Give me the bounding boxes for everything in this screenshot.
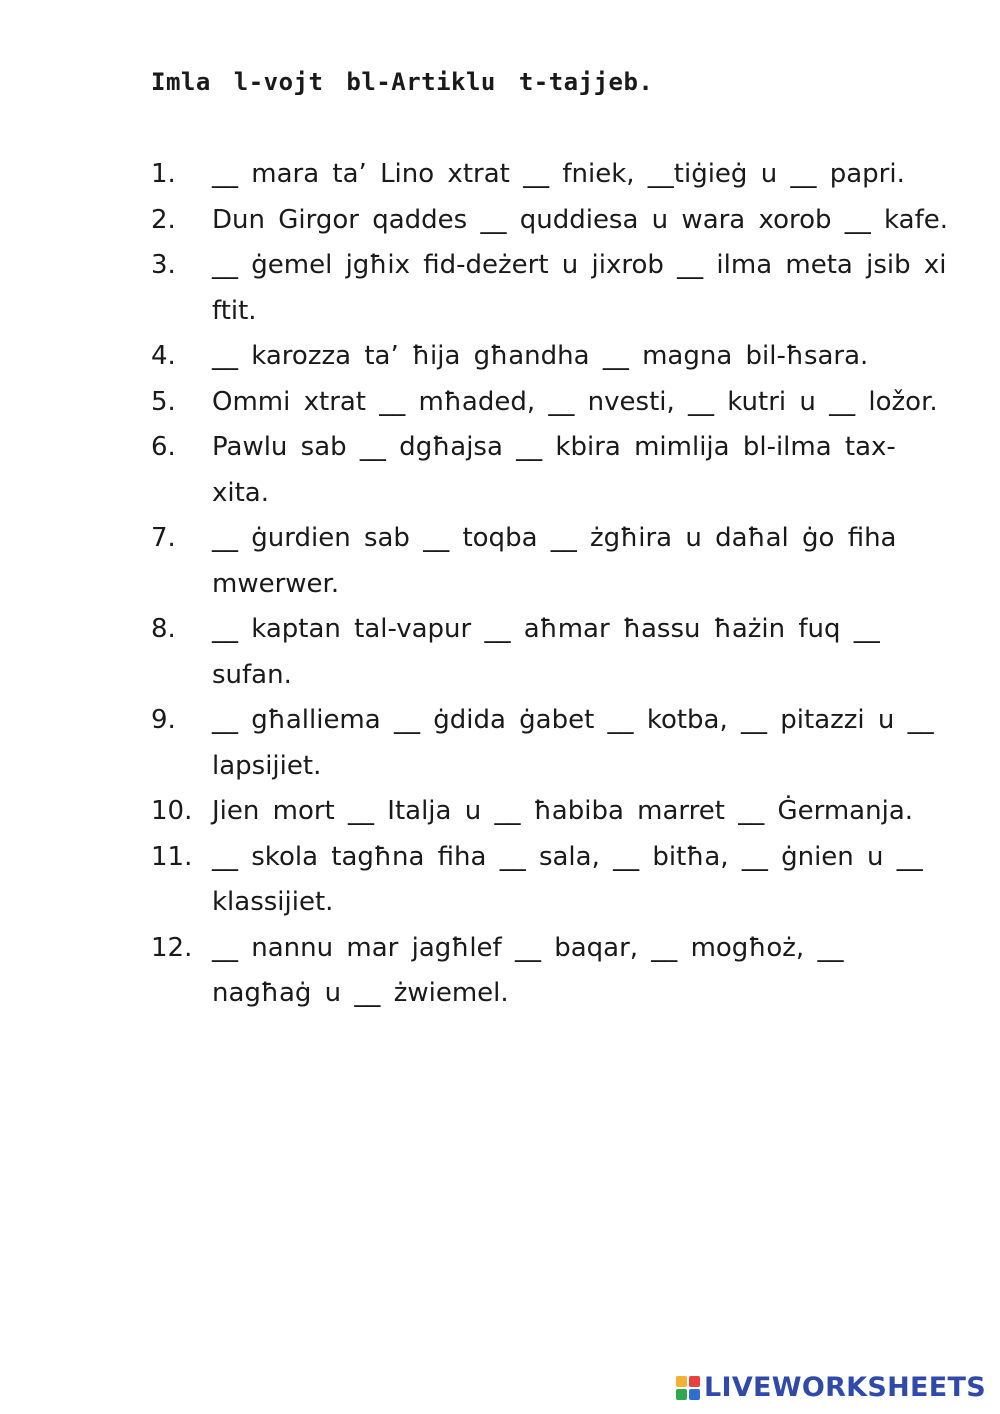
exercise-number: 2. (151, 204, 176, 235)
exercise-item (151, 198, 951, 244)
logo-square-4 (689, 1389, 700, 1400)
exercise-sentence: __ karozza ta’ ħija għandha __ magna bil-ħsara. (212, 341, 869, 371)
exercise-number: 9. (151, 705, 176, 735)
exercise-sentence: __ għalliema __ ġdida ġabet __ kotba, __ pitazzi u __ lapsijiet. (212, 705, 934, 781)
exercise-sentence: Dun Girgor qaddes __ quddiesa u wara xorob __ kafe. (212, 204, 949, 235)
worksheet-title: Imla l-vojt bl-Artiklu t-tajjeb. (151, 68, 654, 96)
exercise-item (151, 425, 951, 516)
exercise-sentence: __ ġemel jgħix fid-deżert u jixrob __ ilma meta jsib xi ftit. (212, 250, 947, 326)
exercise-item (151, 607, 951, 698)
logo-square-1 (676, 1376, 687, 1387)
exercise-item (151, 789, 951, 835)
exercise-item (151, 926, 951, 1017)
exercise-number: 10. (151, 796, 193, 826)
exercise-sentence: Pawlu sab __ dgħajsa __ kbira mimlija bl-ilma tax-xita. (212, 432, 896, 508)
logo-square-3 (676, 1389, 687, 1400)
exercise-item (151, 516, 951, 607)
exercise-item (151, 835, 951, 926)
exercise-number: 7. (151, 523, 176, 553)
exercise-item (151, 243, 951, 334)
exercise-number: 12. (151, 932, 193, 963)
exercise-number: 1. (151, 159, 176, 189)
exercise-sentence: __ nannu mar jagħlef __ baqar, __ mogħoż, __ nagħaġ u __ żwiemel. (212, 932, 844, 1008)
exercise-sentence: __ ġurdien sab __ toqba __ żgħira u daħal ġo fiha mwerwer. (212, 523, 897, 599)
exercise-item (151, 152, 951, 198)
exercise-number: 8. (151, 614, 176, 644)
exercise-number: 5. (151, 386, 176, 417)
exercise-sentence: __ mara ta’ Lino xtrat __ fniek, __tiġieġ u __ papri. (212, 159, 905, 189)
exercise-sentence: Jien mort __ Italja u __ ħabiba marret __ Ġermanja. (212, 796, 914, 826)
logo-square-2 (689, 1376, 700, 1387)
exercise-sentence: __ skola tagħna fiha __ sala, __ bitħa, __ ġnien u __ klassijiet. (212, 841, 923, 917)
exercise-list (151, 152, 951, 1017)
exercise-item (151, 334, 951, 380)
exercise-item (151, 698, 951, 789)
exercise-sentence: Ommi xtrat __ mħaded, __ nvesti, __ kutri u __ ložor. (212, 386, 938, 417)
exercise-number: 3. (151, 250, 176, 280)
exercise-number: 11. (151, 841, 193, 872)
liveworksheets-brand-text: LIVEWORKSHEETS (703, 1372, 986, 1403)
exercise-number: 6. (151, 432, 176, 462)
exercise-item (151, 380, 951, 426)
exercise-number: 4. (151, 341, 176, 371)
exercise-sentence: __ kaptan tal-vapur __ aħmar ħassu ħażin fuq __ sufan. (212, 614, 880, 690)
liveworksheets-logo-icon (676, 1376, 700, 1400)
liveworksheets-logo (676, 1372, 986, 1403)
